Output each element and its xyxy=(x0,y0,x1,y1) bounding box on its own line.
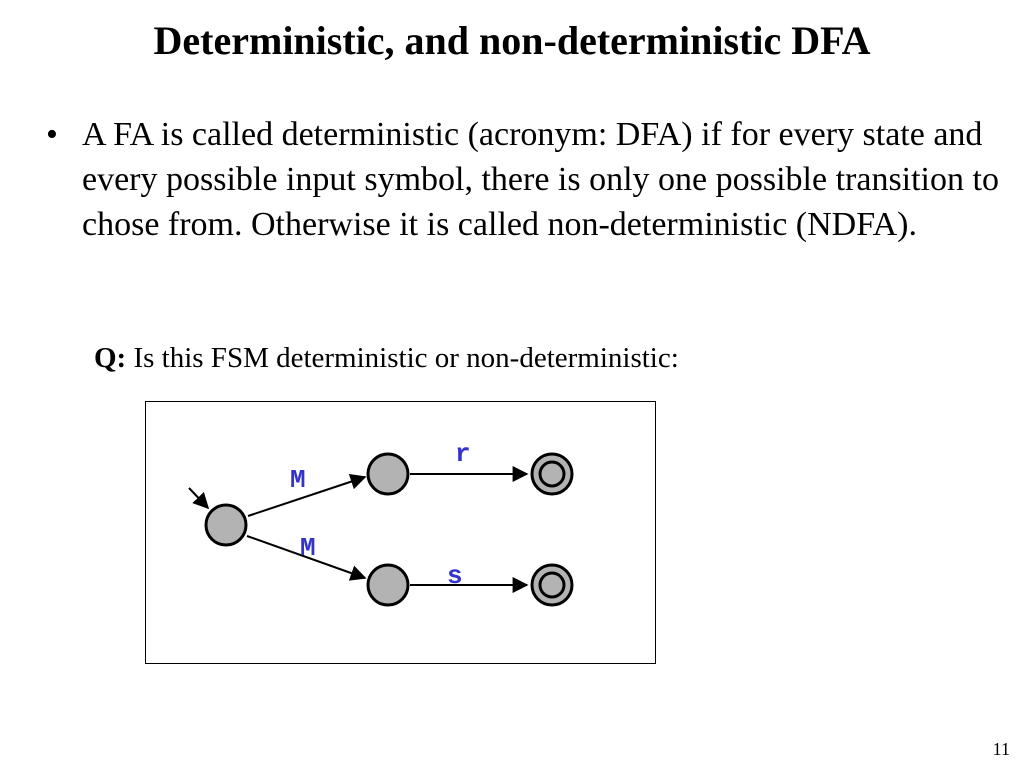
edge-start-to-top xyxy=(248,477,365,516)
bullet-text: A FA is called deterministic (acronym: DFA) if for every state and every possible input symbol, there is only one possible transition to chose from. Otherwise it is called non-deterministic (NDFA). xyxy=(82,116,999,243)
question-text: Is this FSM deterministic or non-deterministic: xyxy=(126,342,679,374)
edge-label-top-to-accept: r xyxy=(455,439,471,469)
fsm-diagram-frame xyxy=(145,401,656,664)
state-bottom xyxy=(368,565,408,605)
accept-state-top xyxy=(532,454,572,494)
start-state xyxy=(206,505,246,545)
start-arrow xyxy=(189,488,208,508)
edge-label-start-to-top: M xyxy=(290,465,306,495)
edge-label-bottom-to-accept: s xyxy=(447,561,463,591)
question-label: Q: xyxy=(94,342,127,374)
page-number: 11 xyxy=(992,739,1010,759)
question xyxy=(94,338,679,378)
edge-label-start-to-bottom: M xyxy=(300,533,316,563)
bullet-marker: • xyxy=(46,116,58,153)
fsm-diagram xyxy=(146,402,655,663)
slide-title: Deterministic, and non-deterministic DFA xyxy=(153,18,871,63)
state-top xyxy=(368,454,408,494)
accept-state-bottom xyxy=(532,565,572,605)
